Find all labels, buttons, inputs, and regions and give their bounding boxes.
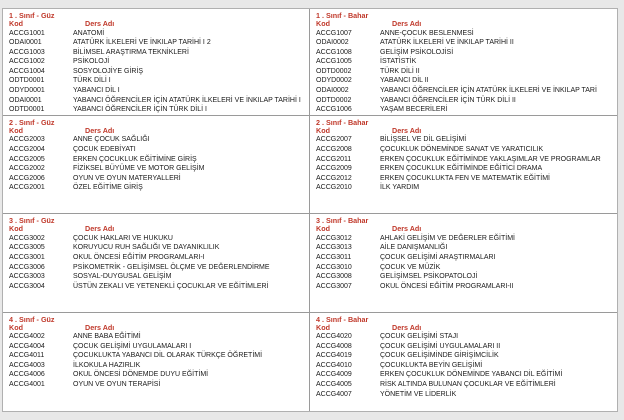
course-code: ACCG3008 — [316, 273, 352, 281]
course-code: ACCG2001 — [9, 184, 45, 192]
code-column-header: Kod — [9, 322, 23, 332]
course-code: ODTD0001 — [9, 106, 45, 114]
course-name-column-header: Ders Adı — [392, 125, 422, 135]
column-header-row — [9, 20, 305, 29]
course-name-column-header: Ders Adı — [85, 125, 115, 135]
code-column-header: Kod — [316, 224, 330, 234]
course-code: ACCG1008 — [316, 48, 352, 56]
course-code: ACCG1003 — [9, 48, 45, 56]
code-column-header: Kod — [9, 224, 23, 234]
column-header-row — [316, 324, 613, 333]
course-name: YABANCI ÖĞRENCİLER İÇİN ATATÜRK İLKELERİ VE İNKILAP TARİ — [380, 87, 597, 95]
course-name-column-header: Ders Adı — [392, 322, 422, 332]
course-row — [316, 183, 613, 193]
course-name: YABANCI DİL II — [380, 77, 429, 85]
course-row — [316, 332, 613, 342]
semester-block — [310, 9, 617, 116]
course-row — [316, 351, 613, 361]
course-row — [9, 48, 305, 58]
course-row — [9, 145, 305, 155]
course-row — [316, 67, 613, 77]
course-name-column-header: Ders Adı — [392, 224, 422, 234]
course-row — [9, 342, 305, 352]
course-name: ATATÜRK İLKELERİ VE İNKILAP TARİHİ II — [380, 39, 514, 47]
course-code: ODTD0002 — [316, 96, 352, 104]
course-name: YABANCI ÖĞRENCİLER İÇİN TÜRK DİLİ I — [73, 106, 207, 114]
course-name: OYUN VE OYUN TERAPİSİ — [73, 381, 161, 389]
course-name: RİSK ALTINDA BULUNAN ÇOCUKLAR VE EĞİTİMLERİ — [380, 381, 556, 389]
course-code: ACCG4020 — [316, 333, 352, 341]
course-row — [316, 57, 613, 67]
code-column-header: Kod — [9, 19, 23, 28]
course-name: ÇOCUK GELİŞİMİ UYGULAMALARI I — [73, 342, 192, 350]
course-name: ÇOCUKLUKTA BEYİN GELİŞİMİ — [380, 361, 483, 369]
column-header-row — [316, 127, 613, 136]
course-name: İLKOKULA HAZIRLIK — [73, 361, 141, 369]
course-name: ANNE-ÇOCUK BESLENMESİ — [380, 29, 474, 37]
course-name: YABANCI ÖĞRENCİLER İÇİN ATATÜRK İLKELERİ VE İNKILAP TARİHİ I — [73, 96, 301, 104]
course-row — [9, 155, 305, 165]
course-code: ACCG4009 — [316, 371, 352, 379]
course-code: ACCG2005 — [9, 155, 45, 163]
curriculum-table — [2, 8, 618, 412]
course-name: AİLE DANIŞMANLIĞI — [380, 244, 448, 252]
course-code: ACCG4005 — [316, 381, 352, 389]
course-name: OKUL ÖNCESİ EĞİTİM PROGRAMLARI-II — [380, 282, 514, 290]
code-column-header: Kod — [316, 125, 330, 135]
course-name: ÇOCUK HAKLARI VE HUKUKU — [73, 234, 173, 242]
course-row — [9, 164, 305, 174]
semester-block — [3, 9, 310, 116]
course-name: ANNE BABA EĞİTİMİ — [73, 333, 141, 341]
course-row — [9, 282, 305, 292]
column-header-row — [9, 324, 305, 333]
course-name: YABANCI ÖĞRENCİLER İÇİN TÜRK DİLİ II — [380, 96, 516, 104]
course-row — [9, 76, 305, 86]
semester-block — [3, 116, 310, 214]
semester-title: 1 . Sınıf - Bahar — [316, 11, 369, 20]
course-code: ACCG2006 — [9, 174, 45, 182]
course-code: ACCG4001 — [9, 381, 45, 389]
course-name: KORUYUCU RUH SAĞLIĞI VE DAYANIKLILIK — [73, 244, 220, 252]
course-row — [316, 253, 613, 263]
course-code: ACCG2004 — [9, 145, 45, 153]
course-row — [316, 342, 613, 352]
course-row — [316, 29, 613, 39]
course-row — [316, 105, 613, 115]
code-column-header: Kod — [316, 19, 330, 28]
course-code: ACCG4019 — [316, 352, 352, 360]
course-name: ÇOCUK VE MÜZİK — [380, 263, 441, 271]
course-name: GELİŞİM PSİKOLOJİSİ — [380, 48, 454, 56]
course-row — [316, 164, 613, 174]
course-code: ACCG4010 — [316, 361, 352, 369]
course-code: ACCG3007 — [316, 282, 352, 290]
course-code: ODAI0002 — [316, 87, 349, 95]
course-name: ANNE ÇOCUK SAĞLIĞI — [73, 136, 150, 144]
course-row — [9, 135, 305, 145]
course-row — [9, 38, 305, 48]
course-code: ACCG3005 — [9, 244, 45, 252]
course-name: SOSYOLOJİYE GİRİŞ — [73, 67, 144, 75]
course-code: ACCG3003 — [9, 273, 45, 281]
course-code: ODTD0002 — [316, 67, 352, 75]
column-header-row — [9, 225, 305, 234]
course-code: ACCG3012 — [316, 234, 352, 242]
course-row — [316, 145, 613, 155]
course-name: ÇOCUK GELİŞİMİNDE GİRİŞİMCİLİK — [380, 352, 499, 360]
course-name: AHLAKİ GELİŞİM VE DEĞERLER EĞİTİMİ — [380, 234, 515, 242]
course-name: OKUL ÖNCESİ DÖNEMDE DUYU EĞİTİMİ — [73, 371, 209, 379]
course-name: PSİKOMETRİK - GELİŞİMSEL ÖLÇME VE DEĞERLENDİRME — [73, 263, 270, 271]
course-row — [316, 380, 613, 390]
semester-title: 2 . Sınıf - Güz — [9, 117, 55, 127]
course-name: ERKEN ÇOCUKLUKTA FEN VE MATEMATİK EĞİTİMİ — [380, 174, 550, 182]
course-row — [316, 272, 613, 282]
course-code: ODAI0001 — [9, 39, 42, 47]
course-row — [9, 183, 305, 193]
course-name-column-header: Ders Adı — [392, 19, 422, 28]
course-code: ACCG3013 — [316, 244, 352, 252]
course-code: ODAI0002 — [316, 39, 349, 47]
course-code: ACCG1005 — [316, 58, 352, 66]
course-row — [9, 263, 305, 273]
course-code: ACCG2003 — [9, 136, 45, 144]
course-row — [9, 272, 305, 282]
course-code: ACCG4004 — [9, 342, 45, 350]
semester-title: 3 . Sınıf - Bahar — [316, 216, 369, 226]
course-code: ACCG4011 — [9, 352, 45, 360]
course-name: ERKEN ÇOCUKLUK EĞİTİMİNDE EĞİTİCİ DRAMA — [380, 165, 543, 173]
course-name: BİLİŞSEL VE DİL GELİŞİMİ — [380, 136, 467, 144]
course-row — [316, 361, 613, 371]
course-row — [9, 243, 305, 253]
course-name: ÇOCUKLUK DÖNEMİNDE SANAT VE YARATICILIK — [380, 145, 544, 153]
course-row — [9, 105, 305, 115]
course-code: ACCG3001 — [9, 253, 45, 261]
course-code: ACCG2010 — [316, 184, 352, 192]
course-row — [316, 76, 613, 86]
course-name: ÜSTÜN ZEKALI VE YETENEKLİ ÇOCUKLAR VE EĞİTİMLERİ — [73, 282, 269, 290]
column-header-row — [9, 127, 305, 136]
course-row — [316, 263, 613, 273]
course-name: ÇOCUK GELİŞİMİ ARAŞTIRMALARI — [380, 253, 496, 261]
course-row — [316, 234, 613, 244]
course-name: FİZİKSEL BÜYÜME VE MOTOR GELİŞİM — [73, 165, 205, 173]
course-row — [316, 390, 613, 400]
semester-block — [3, 214, 310, 312]
course-row — [9, 174, 305, 184]
course-code: ACCG3002 — [9, 234, 45, 242]
course-code: ACCG3011 — [316, 253, 352, 261]
course-name: SOSYAL-DUYGUSAL GELİŞİM — [73, 273, 172, 281]
course-row — [9, 351, 305, 361]
course-code: ACCG1002 — [9, 58, 45, 66]
course-row — [316, 86, 613, 96]
semester-title: 4 . Sınıf - Bahar — [316, 314, 369, 324]
course-row — [9, 361, 305, 371]
semester-title: 4 . Sınıf - Güz — [9, 314, 55, 324]
course-name: ERKEN ÇOCUKLUK EĞİTİMİNE GİRİŞ — [73, 155, 197, 163]
course-name: YÖNETİM VE LİDERLİK — [380, 390, 457, 398]
course-code: ACCG4008 — [316, 342, 352, 350]
course-row — [9, 370, 305, 380]
course-row — [9, 234, 305, 244]
course-code: ACCG2002 — [9, 165, 45, 173]
course-code: ODYD0001 — [9, 87, 45, 95]
course-code: ACCG4007 — [316, 390, 352, 398]
course-name: ÇOCUKLUKTA YABANCI DİL OLARAK TÜRKÇE ÖĞRETİMİ — [73, 352, 263, 360]
course-code: ODYD0002 — [316, 77, 352, 85]
course-code: ACCG1006 — [316, 106, 352, 114]
course-name: ÇOCUK EDEBİYATI — [73, 145, 136, 153]
course-row — [316, 370, 613, 380]
course-row — [9, 86, 305, 96]
course-row — [9, 253, 305, 263]
column-header-row — [316, 225, 613, 234]
course-name-column-header: Ders Adı — [85, 19, 115, 28]
course-code: ACCG4003 — [9, 361, 45, 369]
course-code: ACCG2007 — [316, 136, 352, 144]
course-code: ODTD0001 — [9, 77, 45, 85]
course-code: ACCG4002 — [9, 333, 45, 341]
code-column-header: Kod — [316, 322, 330, 332]
course-row — [316, 135, 613, 145]
course-row — [316, 96, 613, 106]
course-row — [9, 96, 305, 106]
course-name: PSİKOLOJİ — [73, 58, 110, 66]
course-name: ERKEN ÇOCUKLUK DÖNEMİNDE YABANCI DİL EĞİTİMİ — [380, 371, 563, 379]
course-name: ATATÜRK İLKELERİ VE İNKILAP TARİHİ I 2 — [73, 39, 211, 47]
course-row — [9, 380, 305, 390]
course-code: ACCG2009 — [316, 165, 352, 173]
course-code: ACCG4006 — [9, 371, 45, 379]
course-name: BİLİMSEL ARAŞTIRMA TEKNİKLERİ — [73, 48, 189, 56]
semester-block — [310, 313, 617, 411]
course-row — [9, 29, 305, 39]
course-code: ACCG2012 — [316, 174, 352, 182]
course-name: GELİŞİMSEL PSİKOPATOLOJİ — [380, 273, 478, 281]
course-name: YABANCI DİL I — [73, 87, 120, 95]
course-name: ÇOCUK GELİŞİMİ STAJI — [380, 333, 459, 341]
semester-title: 2 . Sınıf - Bahar — [316, 117, 369, 127]
course-name: TÜRK DİLİ II — [380, 67, 420, 75]
course-name: OYUN VE OYUN MATERYALLERİ — [73, 174, 181, 182]
course-name: ANATOMİ — [73, 29, 105, 37]
course-code: ACCG1001 — [9, 29, 45, 37]
course-code: ACCG3010 — [316, 263, 352, 271]
course-name-column-header: Ders Adı — [85, 224, 115, 234]
course-name: İLK YARDIM — [380, 184, 420, 192]
course-name: ÖZEL EĞİTİME GİRİŞ — [73, 184, 143, 192]
course-row — [316, 243, 613, 253]
course-code: ACCG2011 — [316, 155, 352, 163]
course-name: YAŞAM BECERİLERİ — [380, 106, 448, 114]
course-code: ACCG2008 — [316, 145, 352, 153]
course-code: ACCG3004 — [9, 282, 45, 290]
course-code: ACCG1004 — [9, 67, 45, 75]
column-header-row — [316, 20, 613, 29]
course-code: ACCG3006 — [9, 263, 45, 271]
course-row — [9, 67, 305, 77]
semester-title: 3 . Sınıf - Güz — [9, 216, 55, 226]
course-name: ERKEN ÇOCUKLUK EĞİTİMİNDE YAKLAŞIMLAR VE PROGRAMLAR — [380, 155, 601, 163]
course-row — [9, 57, 305, 67]
semester-title: 1 . Sınıf - Güz — [9, 11, 55, 20]
semester-block — [310, 214, 617, 312]
course-code: ACCG1007 — [316, 29, 352, 37]
course-row — [316, 282, 613, 292]
semester-block — [310, 116, 617, 214]
course-name: ÇOCUK GELİŞİMİ UYGULAMALARI II — [380, 342, 501, 350]
course-row — [316, 38, 613, 48]
course-row — [316, 174, 613, 184]
course-row — [9, 332, 305, 342]
course-name: TÜRK DİLİ I — [73, 77, 111, 85]
code-column-header: Kod — [9, 125, 23, 135]
course-row — [316, 155, 613, 165]
course-name-column-header: Ders Adı — [85, 322, 115, 332]
course-row — [316, 48, 613, 58]
semester-block — [3, 313, 310, 411]
course-code: ODAI0001 — [9, 96, 42, 104]
course-name: İSTATİSTİK — [380, 58, 417, 66]
course-name: OKUL ÖNCESİ EĞİTİM PROGRAMLARI-I — [73, 253, 205, 261]
